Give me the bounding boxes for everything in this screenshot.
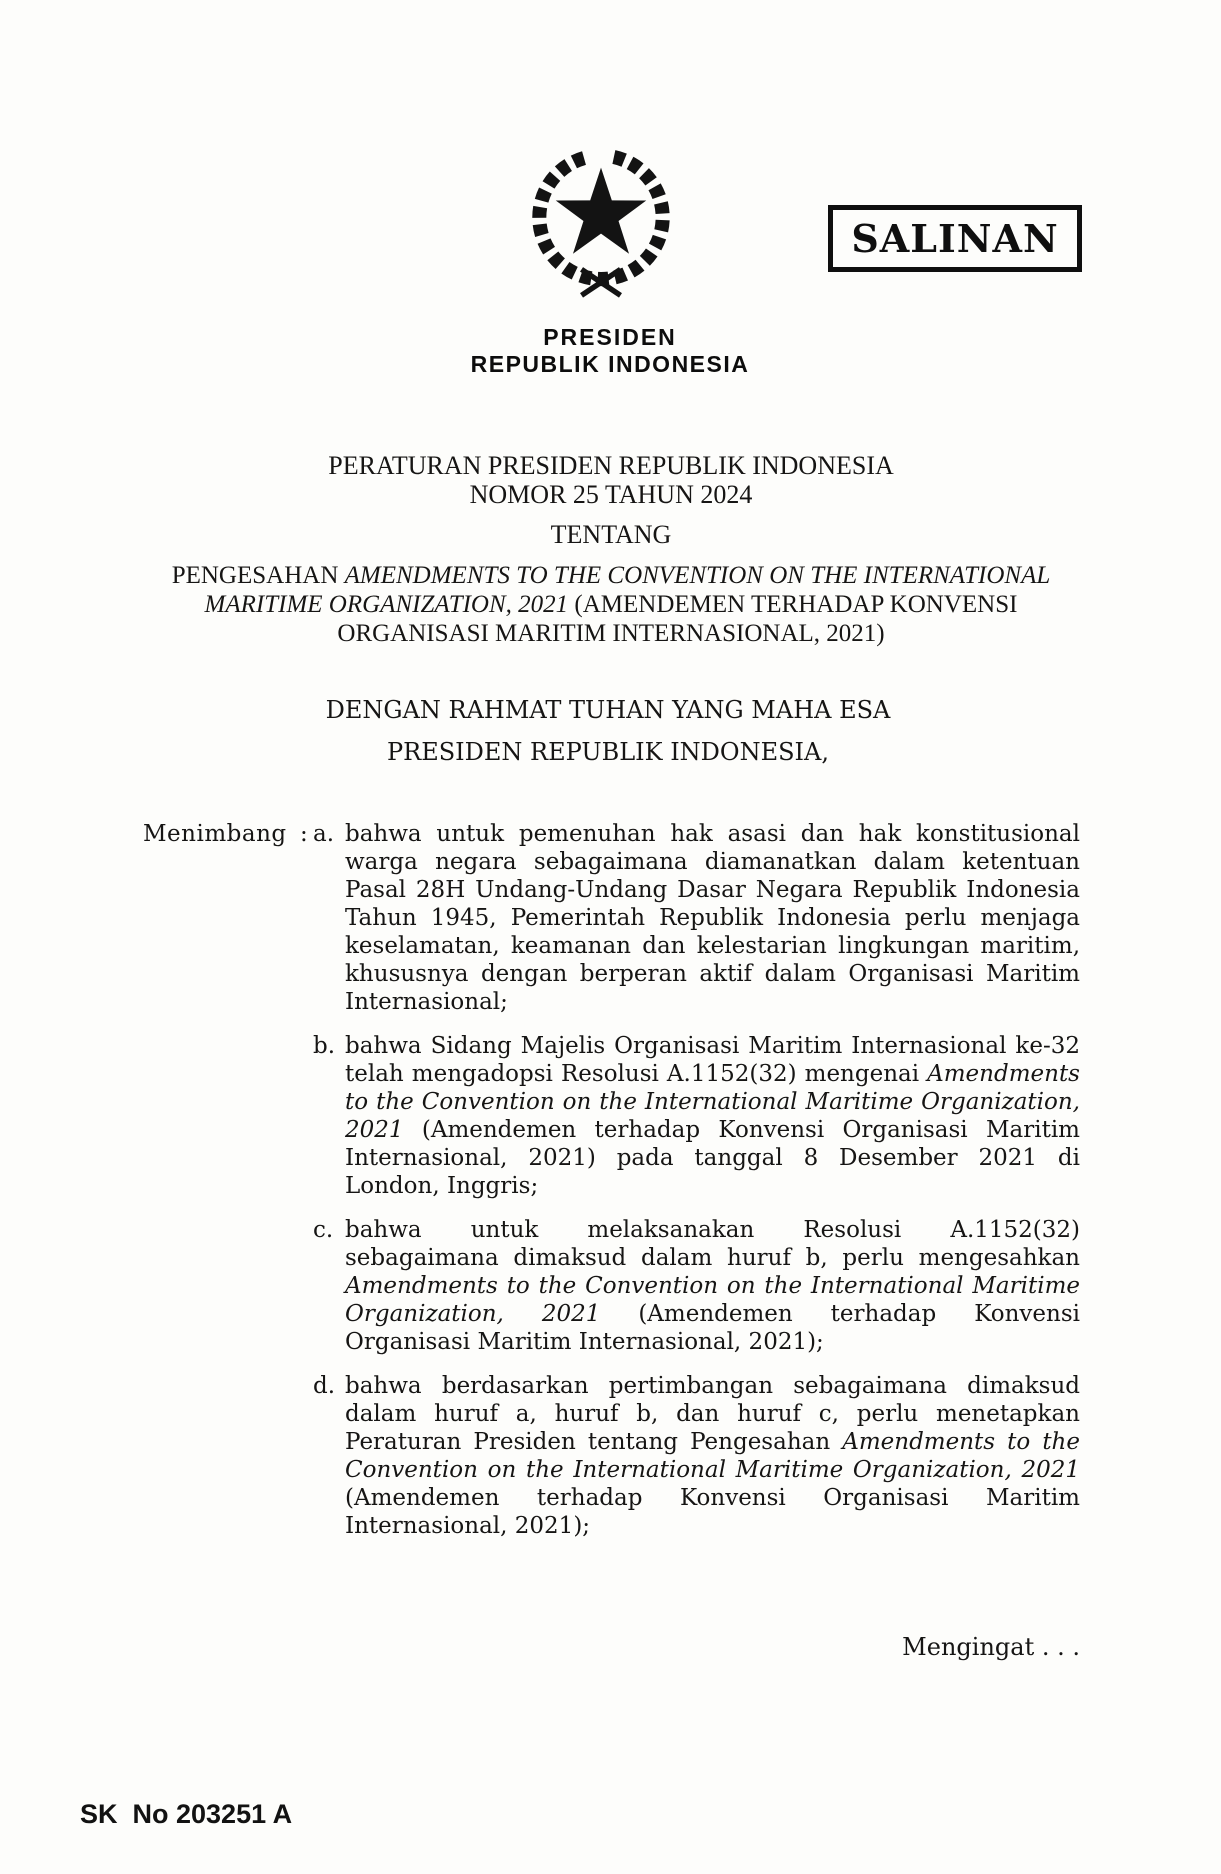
text-run: Pasal 28H Undang-Undang Dasar Negara Republik Indonesia: [345, 877, 1080, 903]
text-run: (Amendemen terhadap Konvensi: [600, 1301, 1080, 1327]
text-run: bahwa untuk pemenuhan hak asasi dan hak konstitusional: [345, 821, 1080, 847]
text-line: [345, 1428, 1080, 1456]
continuation-marker: Mengingat . . .: [902, 1633, 1080, 1661]
consideration-item-b: [143, 1032, 1080, 1200]
regulation-subject: [6, 561, 1216, 648]
text-run: ORGANISASI MARITIM INTERNASIONAL, 2021): [337, 620, 885, 647]
text-line: [345, 820, 1080, 848]
italic-text-run: 2021: [345, 1117, 404, 1143]
italic-text-run: Amendments to the Convention on the International Maritime: [345, 1273, 1080, 1299]
text-run: PENGESAHAN: [171, 562, 345, 589]
text-line: [345, 1484, 1080, 1512]
item-text: [345, 820, 1080, 1016]
text-run: Tahun 1945, Pemerintah Republik Indonesia perlu menjaga: [345, 905, 1080, 931]
italic-text-run: Convention on the International Maritime Organization, 2021: [345, 1457, 1080, 1483]
item-letter: a.: [313, 821, 335, 847]
letterhead-line2: REPUBLIK INDONESIA: [470, 351, 750, 377]
label-colon: :: [300, 821, 308, 847]
text-line: [345, 1512, 1080, 1540]
document-code: SK No 203251 A: [80, 1799, 293, 1829]
text-line: [345, 1216, 1080, 1244]
item-letter: b.: [313, 1033, 336, 1059]
text-line: [345, 1400, 1080, 1428]
text-run: Peraturan Presiden tentang Pengesahan: [345, 1429, 843, 1455]
text-run: Organisasi Maritim Internasional, 2021);: [345, 1329, 824, 1355]
text-run: (Amendemen terhadap Konvensi Organisasi Maritim: [403, 1117, 1080, 1143]
salinan-stamp: [828, 205, 1082, 272]
tentang-label: TENTANG: [550, 520, 672, 549]
star-icon: [556, 168, 646, 254]
text-run: sebagaimana dimaksud dalam huruf b, perlu mengesahkan: [345, 1245, 1080, 1271]
consideration-item-c: [143, 1216, 1080, 1356]
considerations-block: [143, 820, 1080, 1556]
italic-text-run: Amendments: [927, 1061, 1080, 1087]
text-line: [345, 988, 1080, 1016]
letterhead: [410, 324, 810, 377]
subject-line: [6, 561, 1216, 590]
text-line: [345, 1244, 1080, 1272]
italic-text-run: AMENDMENTS TO THE CONVENTION ON THE INTERNATIONAL: [344, 562, 1051, 589]
text-run: (Amendemen terhadap Konvensi Organisasi Maritim: [345, 1485, 1080, 1511]
menimbang-label: Menimbang: [143, 821, 287, 847]
text-line: [345, 848, 1080, 876]
regulation-title-line1: PERATURAN PRESIDEN REPUBLIK INDONESIA: [328, 451, 894, 480]
text-line: [345, 1088, 1080, 1116]
text-line: [345, 932, 1080, 960]
subject-line: [6, 619, 1216, 648]
text-line: [345, 876, 1080, 904]
item-text: [345, 1032, 1080, 1200]
text-run: warga negara sebagaimana diamanatkan dalam ketentuan: [345, 849, 1080, 875]
text-run: Internasional, 2021) pada tanggal 8 Desember 2021 di: [345, 1145, 1080, 1171]
text-run: telah mengadopsi Resolusi A.1152(32) mengenai: [345, 1061, 928, 1087]
text-run: keselamatan, keamanan dan kelestarian lingkungan maritim,: [345, 933, 1080, 959]
title-block: [6, 451, 1216, 648]
text-line: [345, 1032, 1080, 1060]
text-line: [345, 1272, 1080, 1300]
text-line: [345, 1328, 1080, 1356]
text-run: London, Inggris;: [345, 1173, 539, 1199]
salinan-stamp-label: SALINAN: [851, 215, 1059, 261]
letterhead-line1: PRESIDEN: [543, 324, 677, 350]
authority-line: PRESIDEN REPUBLIK INDONESIA,: [386, 738, 829, 766]
text-line: [345, 1300, 1080, 1328]
text-line: [345, 904, 1080, 932]
item-text: [345, 1216, 1080, 1356]
italic-text-run: to the Convention on the International Maritime Organization,: [345, 1089, 1080, 1115]
preamble-block: [0, 697, 1216, 765]
text-line: [345, 1144, 1080, 1172]
text-line: [345, 960, 1080, 988]
text-run: Internasional;: [345, 989, 508, 1015]
text-run: bahwa untuk melaksanakan Resolusi A.1152(32): [345, 1217, 1080, 1243]
text-run: khususnya dengan berperan aktif dalam Organisasi Maritim: [345, 961, 1080, 987]
item-letter: d.: [313, 1373, 336, 1399]
subject-line: [6, 590, 1216, 619]
italic-text-run: Amendments to the: [842, 1429, 1080, 1455]
text-line: [345, 1172, 1080, 1200]
star-wreath-emblem-icon: [525, 133, 677, 304]
text-run: bahwa berdasarkan pertimbangan sebagaimana dimaksud: [345, 1373, 1080, 1399]
regulation-title-line2: NOMOR 25 TAHUN 2024: [469, 480, 753, 509]
text-run: (AMENDEMEN TERHADAP KONVENSI: [568, 591, 1018, 618]
consideration-item-d: [143, 1372, 1080, 1540]
invocation-line: DENGAN RAHMAT TUHAN YANG MAHA ESA: [325, 696, 891, 724]
consideration-item-a: [143, 820, 1080, 1016]
italic-text-run: MARITIME ORGANIZATION, 2021: [204, 591, 569, 618]
item-text: [345, 1372, 1080, 1540]
item-letter: c.: [313, 1217, 334, 1243]
text-line: [345, 1372, 1080, 1400]
text-line: [345, 1116, 1080, 1144]
text-run: Internasional, 2021);: [345, 1513, 591, 1539]
text-line: [345, 1456, 1080, 1484]
text-run: dalam huruf a, huruf b, dan huruf c, perlu menetapkan: [345, 1401, 1080, 1427]
text-line: [345, 1060, 1080, 1088]
italic-text-run: Organization, 2021: [345, 1301, 601, 1327]
text-run: bahwa Sidang Majelis Organisasi Maritim Internasional ke-32: [345, 1033, 1080, 1059]
